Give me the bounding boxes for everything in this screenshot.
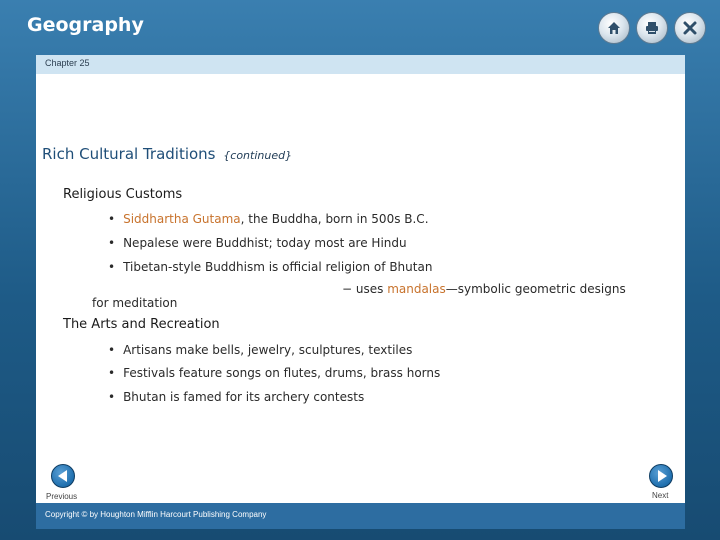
sub-note — [342, 282, 626, 296]
list-item — [108, 366, 440, 380]
close-icon[interactable] — [674, 12, 706, 44]
previous-label[interactable]: Previous — [46, 492, 78, 501]
bullet-dot: • — [108, 260, 116, 274]
footer — [36, 503, 685, 529]
arrow-right-icon — [658, 470, 667, 482]
bullet-text: Artisans make bells, jewelry, sculptures, textiles — [123, 343, 413, 357]
chapter-bar — [36, 55, 685, 74]
bullet-text: Tibetan-style Buddhism is official religion of Bhutan — [123, 260, 433, 274]
arrow-left-icon — [58, 470, 67, 482]
bullet-dot: • — [108, 390, 116, 404]
note-prefix: − uses — [342, 282, 388, 296]
app-title: Geography — [27, 14, 144, 36]
slide-title — [42, 145, 292, 163]
print-icon[interactable] — [636, 12, 668, 44]
note-suffix: —symbolic geometric designs — [445, 282, 626, 296]
bullet-dot: • — [108, 366, 116, 380]
slide-content — [36, 74, 685, 503]
list-item — [108, 260, 432, 274]
chapter-label: Chapter 25 — [45, 58, 90, 68]
highlight-term: mandalas — [387, 282, 446, 296]
previous-button[interactable] — [51, 464, 75, 488]
slide-title-suffix: {continued} — [223, 149, 293, 162]
bullet-dot: • — [108, 212, 116, 226]
bullet-text: , the Buddha, born in 500s B.C. — [240, 212, 429, 226]
home-icon[interactable] — [598, 12, 630, 44]
list-item — [108, 212, 429, 226]
section-heading-arts-recreation: The Arts and Recreation — [63, 317, 220, 332]
sub-note-continuation: for meditation — [92, 296, 178, 310]
bullet-dot: • — [108, 236, 116, 250]
bullet-text: Nepalese were Buddhist; today most are Hindu — [123, 236, 407, 250]
bullet-text: Bhutan is famed for its archery contests — [123, 390, 365, 404]
toolbar — [598, 12, 706, 44]
section-heading-religious-customs: Religious Customs — [63, 187, 183, 202]
slide-title-text: Rich Cultural Traditions — [42, 145, 216, 163]
next-label[interactable]: Next — [652, 491, 669, 500]
copyright-text: Copyright © by Houghton Mifflin Harcourt Publishing Company — [45, 510, 267, 519]
bullet-text: Festivals feature songs on flutes, drums, brass horns — [123, 366, 441, 380]
list-item — [108, 390, 364, 404]
bullet-dot: • — [108, 343, 116, 357]
list-item — [108, 236, 407, 250]
list-item — [108, 343, 412, 357]
highlight-term: Siddhartha Gutama — [123, 212, 241, 226]
next-button[interactable] — [649, 464, 673, 488]
